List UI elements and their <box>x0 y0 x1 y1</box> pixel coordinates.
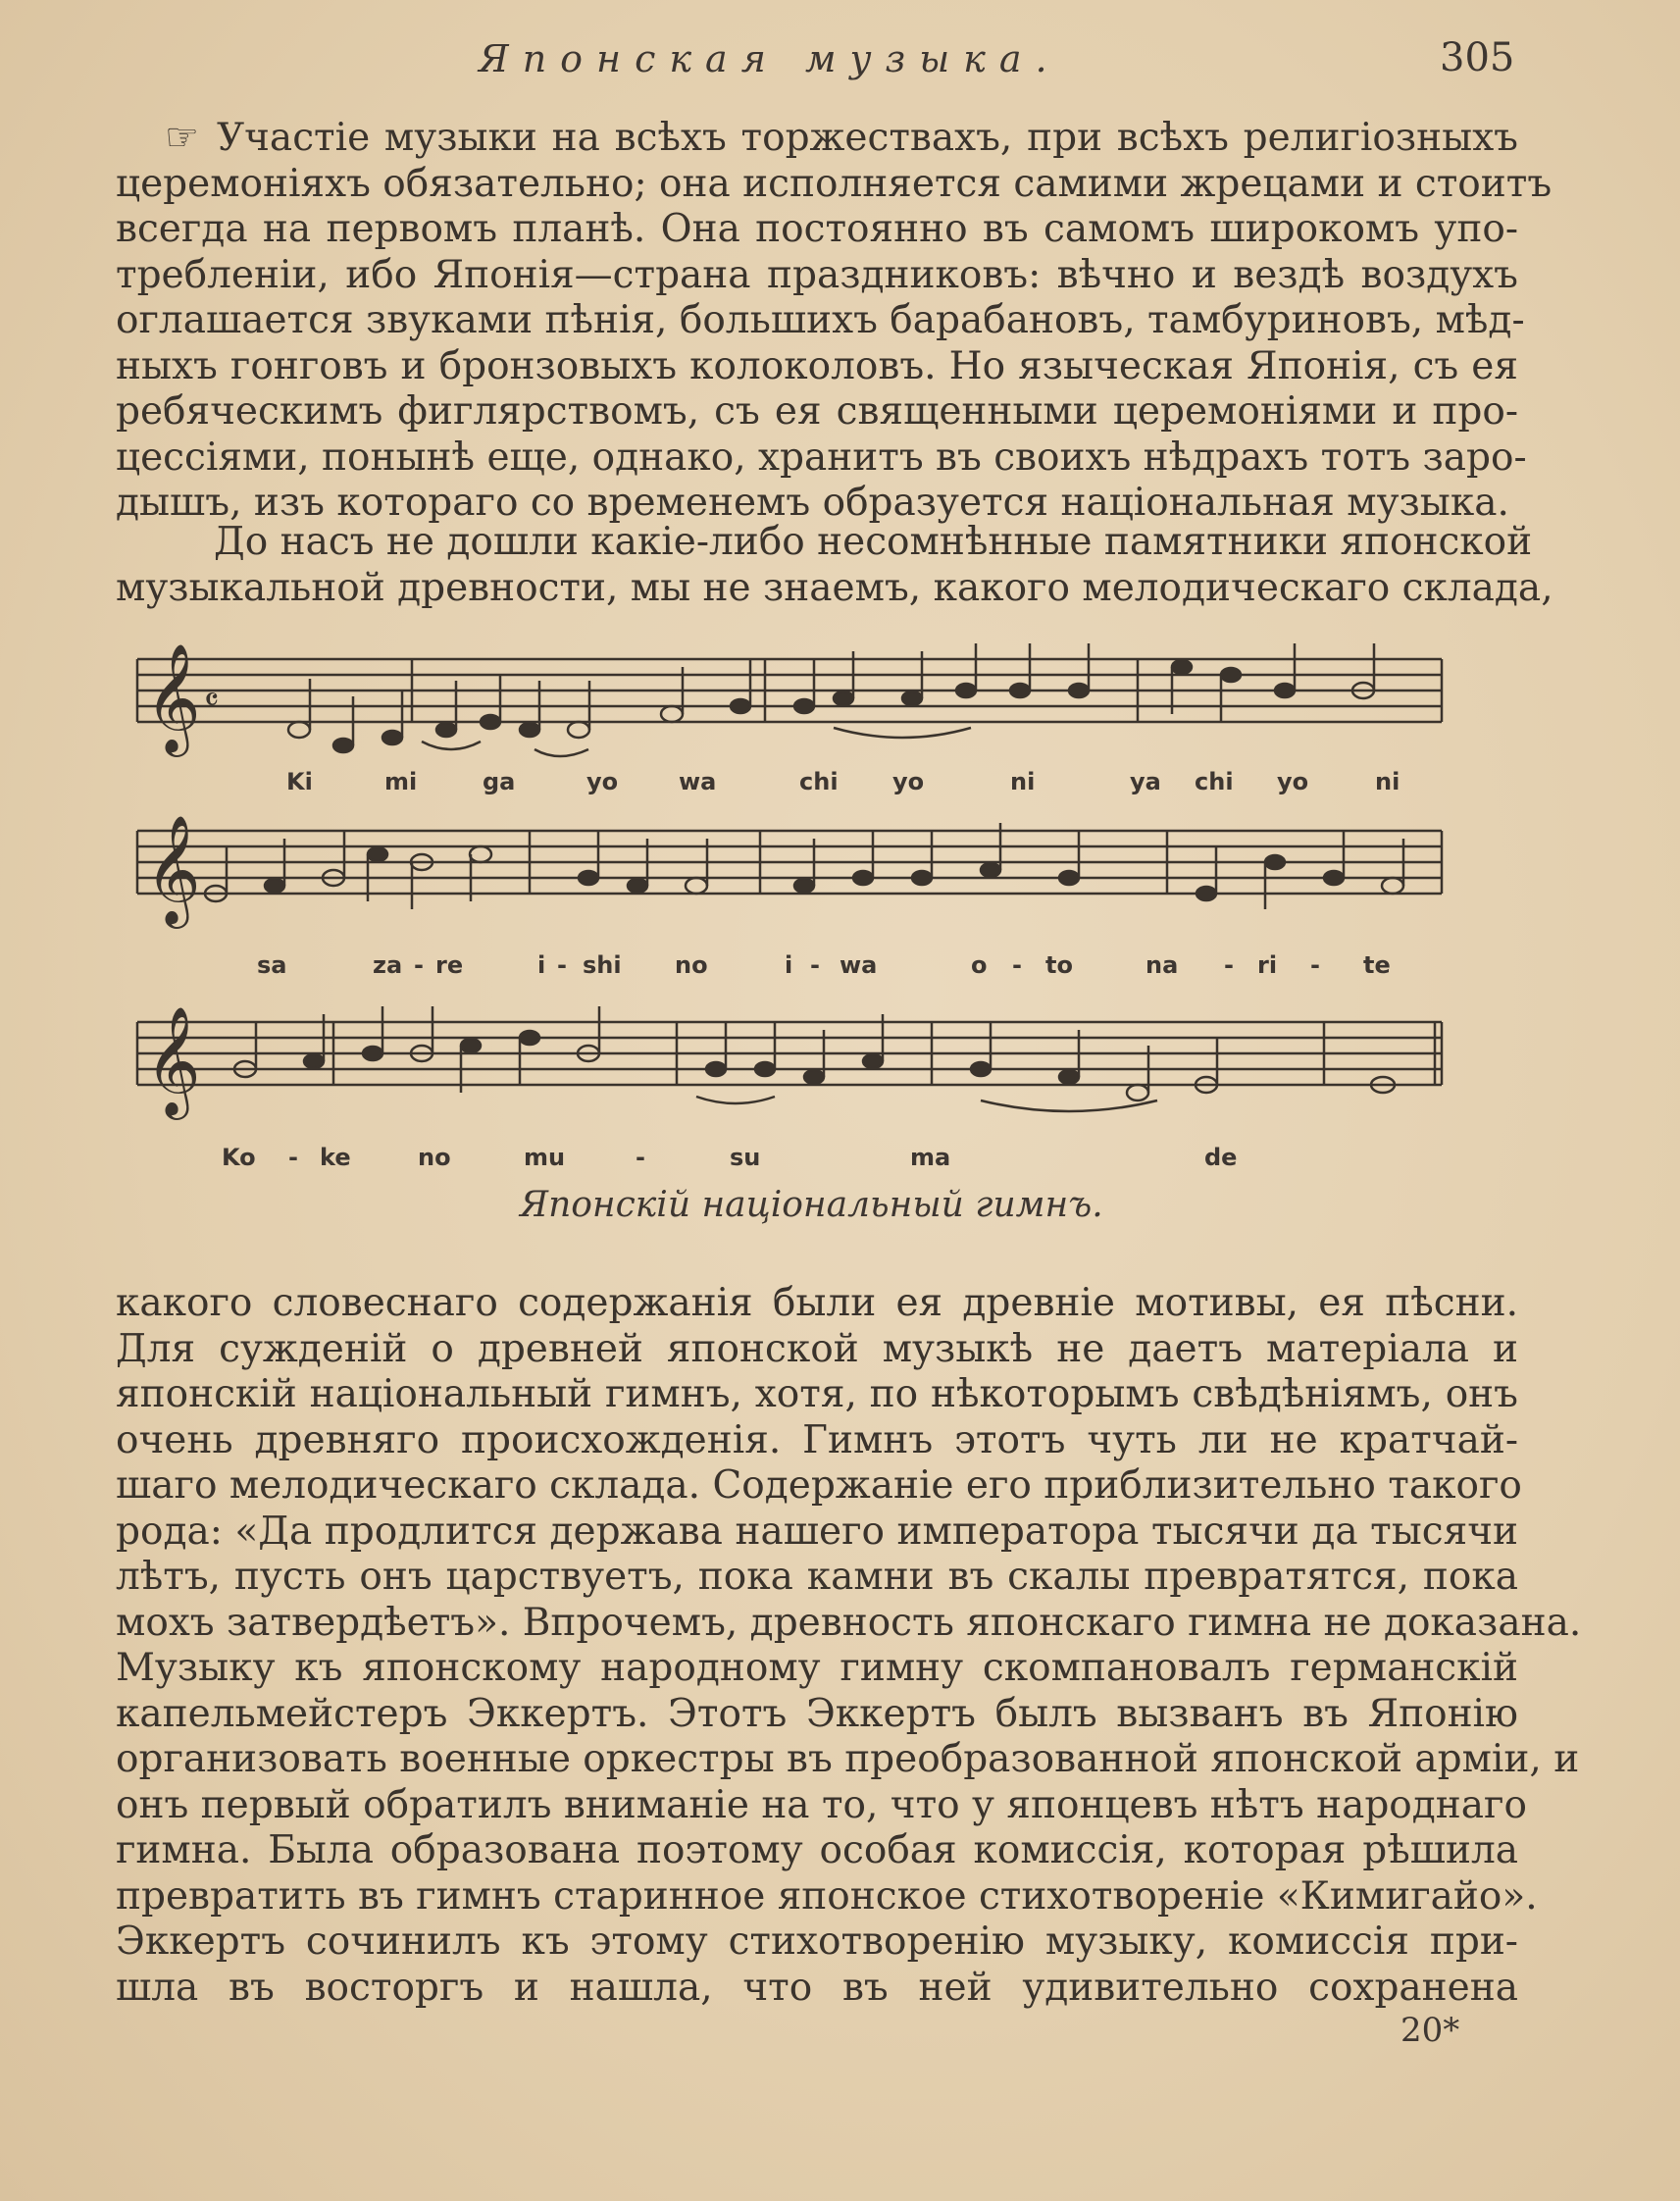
lyric-syllable: ke <box>320 1144 351 1171</box>
signature-mark: 20* <box>1400 2011 1460 2050</box>
lyric-syllable: wa <box>840 951 878 979</box>
text-line: церемоніяхъ обязательно; она исполняется самими жрецами и стоитъ <box>116 161 1553 206</box>
lyric-syllable: re <box>435 951 464 979</box>
lyric-syllable: Ko <box>222 1144 256 1171</box>
lyric-syllable: - <box>1012 951 1022 979</box>
lyric-syllable: yo <box>586 768 619 795</box>
lyric-syllable: yo <box>892 768 925 795</box>
text-line: мохъ затвердѣетъ». Впрочемъ, древность японскаго гимна не доказана. <box>116 1600 1582 1645</box>
lyric-syllable: su <box>730 1144 761 1171</box>
text-line: рода: «Да продлится держава нашего императора тысячи да тысячи <box>116 1509 1518 1554</box>
text-line: ребяческимъ фиглярствомъ, съ ея священными церемоніями и про- <box>116 389 1518 434</box>
figure-caption: Японскій національный гимнъ. <box>520 1185 1103 1225</box>
lyric-syllable: mu <box>524 1144 566 1171</box>
lyric-syllable: o <box>971 951 988 979</box>
lyric-syllable: de <box>1204 1144 1238 1171</box>
text-line: гимна. Была образована поэтому особая комиссія, которая рѣшила <box>116 1828 1518 1872</box>
lyric-syllable: - <box>288 1144 298 1171</box>
text-line: ☞ Участіе музыки на всѣхъ торжествахъ, при всѣхъ религіозныхъ <box>165 116 1518 160</box>
lyric-syllable: - <box>1310 951 1320 979</box>
text-line: требленіи, ибо Японія—страна праздниковъ: вѣчно и вездѣ воздухъ <box>116 252 1518 297</box>
staff-system-2 <box>137 831 1442 894</box>
lyric-syllable: - <box>636 1144 645 1171</box>
text-line: очень древняго происхожденія. Гимнъ этотъ чуть ли не кратчай- <box>116 1417 1518 1462</box>
lyric-syllable: te <box>1363 951 1391 979</box>
treble-clef-icon: 𝄞 <box>145 642 201 752</box>
lyric-syllable: shi <box>583 951 622 979</box>
text-line: Музыку къ японскому народному гимну скомпановалъ германскій <box>116 1646 1518 1690</box>
lyric-syllable: za <box>373 951 403 979</box>
music-score <box>127 620 1451 1169</box>
lyric-syllable: to <box>1045 951 1073 979</box>
text-line: превратить въ гимнъ старинное японское стихотвореніе «Кимигайо». <box>116 1873 1538 1919</box>
lyric-syllable: - <box>1224 951 1234 979</box>
paragraph-2 <box>116 520 1553 611</box>
lyric-syllable: ga <box>483 768 516 795</box>
paragraph-3 <box>116 1281 1582 2011</box>
staff-system-3 <box>137 1022 1442 1085</box>
common-time-icon: 𝄴 <box>204 681 220 720</box>
lyric-syllable: ni <box>1010 768 1036 795</box>
text-line: лѣтъ, пусть онъ царствуетъ, пока камни въ скалы превратятся, пока <box>116 1555 1518 1599</box>
text-line: ныхъ гонговъ и бронзовыхъ колоколовъ. Но языческая Японія, съ ея <box>116 343 1518 388</box>
lyric-syllable: chi <box>799 768 839 795</box>
treble-clef-icon: 𝄞 <box>145 814 201 924</box>
lyric-syllable: no <box>418 1144 451 1171</box>
treble-clef-icon: 𝄞 <box>145 1005 201 1115</box>
lyric-syllable: mi <box>384 768 418 795</box>
lyric-syllable: - <box>557 951 567 979</box>
lyric-syllable: Ki <box>286 768 313 795</box>
lyric-syllable: i <box>537 951 546 979</box>
paragraph-1 <box>116 116 1553 527</box>
text-line: японскій національный гимнъ, хотя, по нѣкоторымъ свѣдѣніямъ, онъ <box>116 1372 1518 1416</box>
text-line: организовать военные оркестры въ преобразованной японской арміи, и <box>116 1737 1580 1781</box>
lyric-syllable: sa <box>257 951 287 979</box>
lyric-syllable: no <box>675 951 708 979</box>
text-line: всегда на первомъ планѣ. Она постоянно въ самомъ широкомъ упо- <box>116 207 1518 251</box>
running-head: Японская музыка. <box>479 37 1061 80</box>
text-line: Для сужденій о древней японской музыкѣ не даетъ матеріала и <box>116 1326 1518 1371</box>
text-line: оглашается звуками пѣнія, большихъ барабановъ, тамбуриновъ, мѣд- <box>116 298 1525 342</box>
lyric-syllable: na <box>1145 951 1179 979</box>
text-line: какого словеснаго содержанія были ея древніе мотивы, ея пѣсни. <box>116 1281 1518 1325</box>
lyric-syllable: ya <box>1130 768 1161 795</box>
text-line: дышъ, изъ котораго со временемъ образуется національная музыка. <box>116 481 1509 525</box>
lyric-syllable: - <box>414 951 424 979</box>
text-line: До насъ не дошли какіе-либо несомнѣнные памятники японской <box>214 520 1533 564</box>
lyric-syllable: ma <box>910 1144 951 1171</box>
text-line: шаго мелодическаго склада. Содержаніе его приблизительно такого <box>116 1463 1522 1508</box>
lyric-syllable: ri <box>1257 951 1278 979</box>
text-line: капельмейстеръ Эккертъ. Этотъ Эккертъ былъ вызванъ въ Японію <box>116 1691 1518 1736</box>
text-line: онъ первый обратилъ вниманіе на то, что у японцевъ нѣтъ народнаго <box>116 1782 1527 1827</box>
pointing-hand-icon: ☞ <box>165 116 199 160</box>
page-number: 305 <box>1440 35 1515 80</box>
lyric-syllable: wa <box>679 768 717 795</box>
text-line: музыкальной древности, мы не знаемъ, какого мелодическаго склада, <box>116 565 1553 610</box>
staff-system-1 <box>137 659 1442 722</box>
lyric-syllable: yo <box>1277 768 1309 795</box>
lyric-syllable: ni <box>1375 768 1400 795</box>
lyric-syllable: i <box>785 951 793 979</box>
text-line: шла въ восторгъ и нашла, что въ ней удивительно сохранена <box>116 1965 1518 2010</box>
text-line: цессіями, понынѣ еще, однако, хранитъ въ своихъ нѣдрахъ тотъ заро- <box>116 435 1527 480</box>
text-line: Эккертъ сочинилъ къ этому стихотворенію музыку, комиссія при- <box>116 1919 1518 1964</box>
lyric-syllable: chi <box>1195 768 1234 795</box>
lyric-syllable: - <box>810 951 820 979</box>
